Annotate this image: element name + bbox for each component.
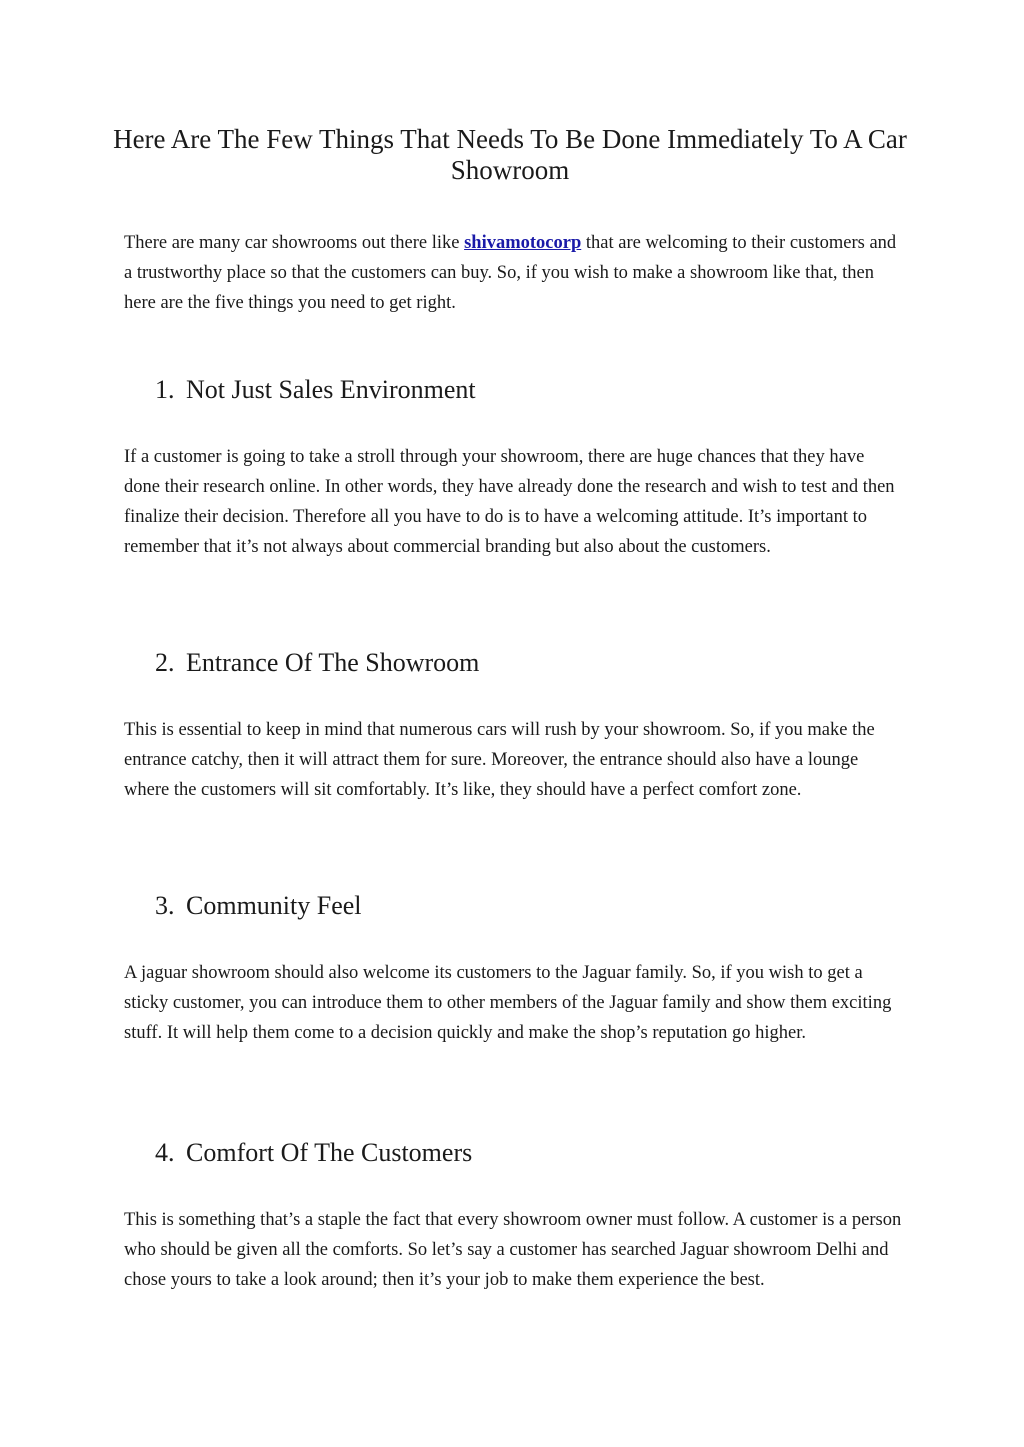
section-body-3: A jaguar showroom should also welcome its customers to the Jaguar family. So, if you wish to get a sticky customer, you can introduce them to other members of the Jaguar family and show them exciting stuff. It will help them come to a decision quickly and make the shop’s reputation go higher. bbox=[124, 963, 892, 1043]
section-title-1: Not Just Sales Environment bbox=[186, 375, 476, 404]
section-number-1: 1. bbox=[155, 375, 175, 404]
section-body-2: This is essential to keep in mind that numerous cars will rush by your showroom. So, if you make the entrance catchy, then it will attract them for sure. Moreover, the entrance should also have a lounge where the customers will sit comfortably. It’s like, they should have a perfect comfort zone. bbox=[124, 720, 875, 800]
section-number-4: 4. bbox=[155, 1138, 175, 1167]
section-body-4: This is something that’s a staple the fact that every showroom owner must follow. A customer is a person who should be given all the comforts. So let’s say a customer has searched Jaguar showroom Delhi and chose yours to take a look around; then it’s your job to make them experience the best. bbox=[124, 1210, 902, 1290]
section-heading-4 bbox=[155, 1137, 472, 1169]
section-title-4: Comfort Of The Customers bbox=[186, 1138, 473, 1167]
section-number-2: 2. bbox=[155, 648, 175, 677]
document-title: Here Are The Few Things That Needs To Be Done Immediately To A Car Showroom bbox=[113, 124, 907, 185]
shivamotocorp-link[interactable]: shivamotocorp bbox=[464, 233, 582, 253]
section-body-1: If a customer is going to take a stroll through your showroom, there are huge chances that they have done their research online. In other words, they have already done the research and wish to test and then finalize their decision. Therefore all you have to do is to have a welcoming attitude. It’s important to remember that it’s not always about commercial branding but also about the customers. bbox=[124, 447, 895, 557]
section-heading-2 bbox=[155, 647, 479, 679]
section-title-3: Community Feel bbox=[186, 891, 362, 920]
section-heading-1 bbox=[155, 374, 476, 406]
intro-paragraph bbox=[124, 228, 904, 318]
intro-text-after-link: that are welcoming to their customers and a trustworthy place so that the customers can buy. So, if you wish to make a showroom like that, then here are the five things you need to get right. bbox=[124, 233, 897, 313]
intro-text-before-link: There are many car showrooms out there like bbox=[124, 233, 465, 253]
section-title-2: Entrance Of The Showroom bbox=[186, 648, 480, 677]
section-number-3: 3. bbox=[155, 891, 175, 920]
section-heading-3 bbox=[155, 890, 362, 922]
